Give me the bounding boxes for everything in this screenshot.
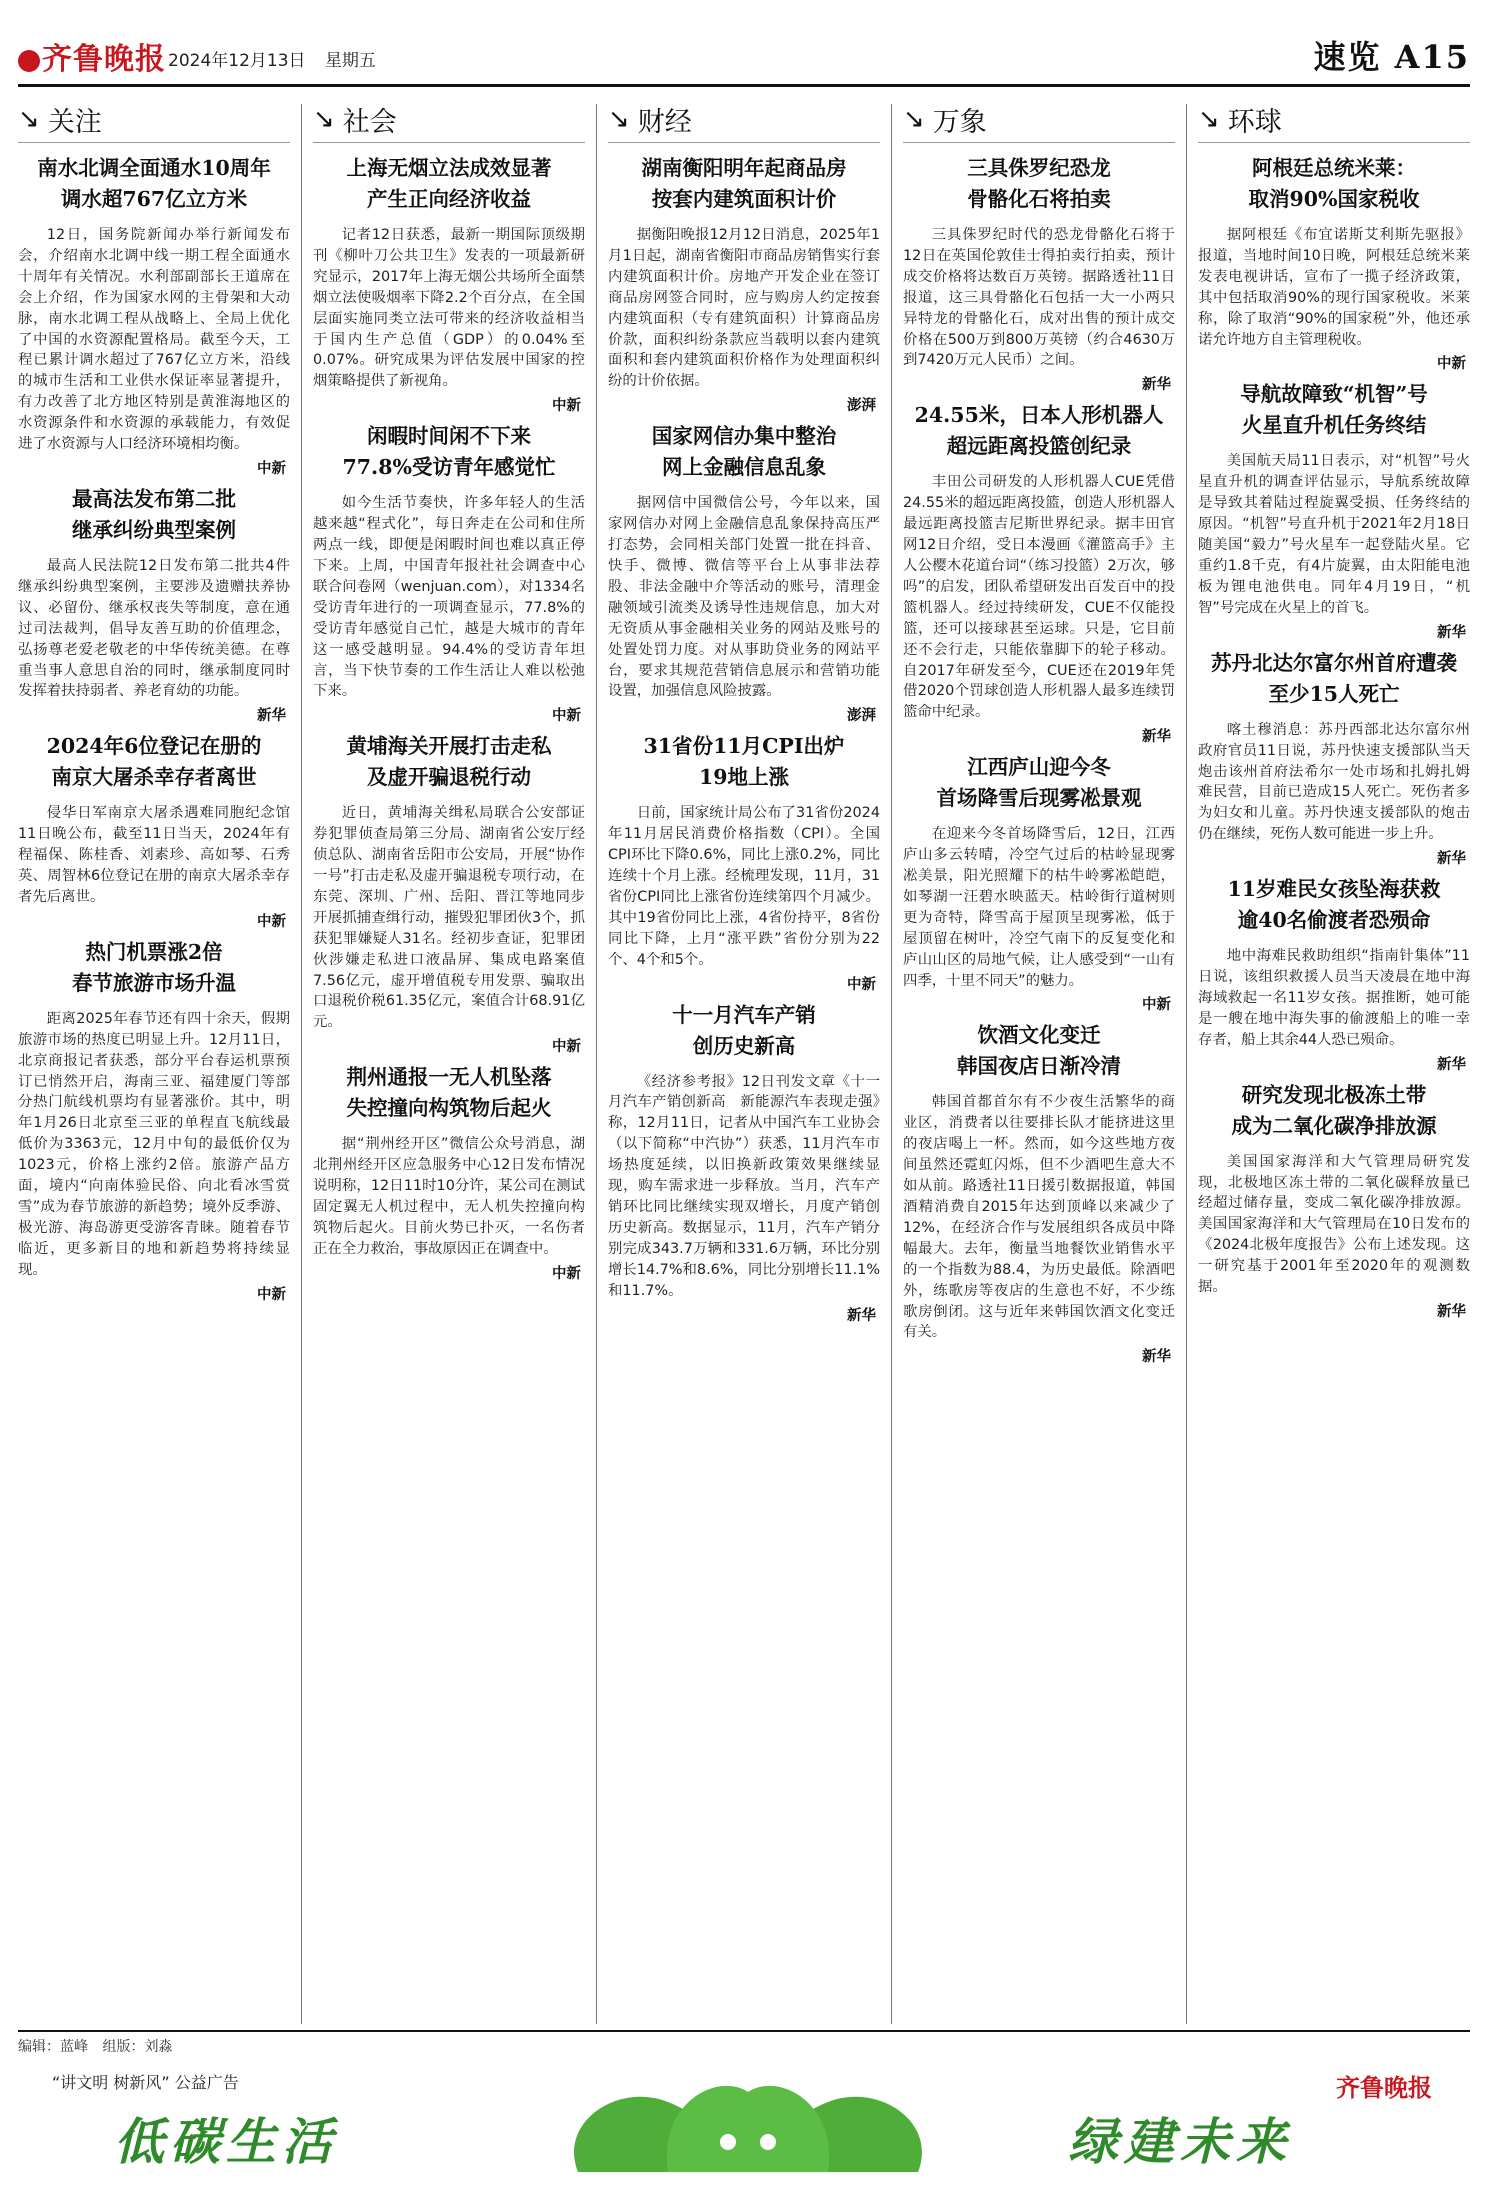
headline-line: 饮酒文化变迁	[977, 1023, 1101, 1048]
article-body: 地中海难民救助组织“指南针集体”11日说，该组织救援人员当天凌晨在地中海海域救起一名11岁女孩。据推断，她可能是一艘在地中海失事的偷渡船上的唯一幸存者，船上其余44人恐已殒命。	[1198, 948, 1470, 1048]
walker-icon-2	[760, 2134, 776, 2150]
news-article	[608, 1000, 880, 1325]
headline-line: 韩国夜店日渐冷清	[957, 1054, 1121, 1079]
clover-leaf-top	[667, 2086, 829, 2172]
headline-line: 导航故障致“机智”号	[1240, 382, 1428, 407]
article-headline	[608, 153, 880, 215]
news-article	[18, 484, 290, 725]
article-body: 距离2025年春节还有四十余天，假期旅游市场的热度已明显上升。12月11日，北京商报记者获悉，部分平台春运机票预订已悄然开启，海南三亚、福建厦门等部分热门航线机票均有显著涨价。其中，明年1月26日北京至三亚的单程直飞航线最低价为3363元，12月中旬的最低价仅为1023元，价格上涨约2倍。旅游产品方面，境内“向南体验民俗、向北看冰雪赏雪”成为春节旅游的新趋势；境外反季游、极光游、海岛游更受游客青睐。随着春节临近，更多新目的地和新趋势将持续显现。	[18, 1010, 290, 1278]
article-body: 三具侏罗纪时代的恐龙骨骼化石将于12日在英国伦敦佳士得拍卖行拍卖，预计成交价格将达数百万英镑。据路透社11日报道，这三具骨骼化石包括一大一小两只异特龙的骨骼化石，成对出售的预计成交价格在500万到800万英镑（约合4630万到7420万元人民币）之间。	[903, 227, 1175, 369]
article-headline	[1198, 153, 1470, 215]
top-rule	[18, 84, 1470, 87]
headline-line: 火星直升机任务终结	[1241, 413, 1427, 438]
article-source: 中新	[552, 398, 581, 415]
article-body: 侵华日军南京大屠杀遇难同胞纪念馆11日晚公布，截至11日当天，2024年有程福保、陈桂香、刘素珍、高如琴、石秀英、周智林6位登记在册的南京大屠杀幸存者先后离世。	[18, 805, 290, 905]
headline-line: 超远距离投篮创纪录	[946, 434, 1132, 459]
headline-line: 热门机票涨2倍	[85, 939, 223, 964]
news-article	[903, 752, 1175, 1014]
article-body: 最高人民法院12日发布第二批共4件继承纠纷典型案例，主要涉及遗赠扶养协议、必留份、继承权丧失等制度，意在通过司法裁判，倡导友善互助的价值理念，弘扬尊老爱老敬老的中华传统美德。在尊重当事人意思自治的同时，继承制度同时发挥着扶持弱者、养老育幼的功能。	[18, 557, 290, 700]
news-article	[18, 731, 290, 931]
column-header	[608, 96, 880, 143]
article-source: 新华	[1437, 624, 1466, 641]
issue-meta	[168, 46, 390, 71]
masthead	[18, 24, 1470, 80]
ad-slogan-left: 低碳生活	[114, 2113, 338, 2171]
headline-line: 江西庐山迎今冬	[967, 755, 1111, 780]
news-article	[903, 153, 1175, 394]
headline-line: 失控撞向构筑物后起火	[346, 1096, 552, 1121]
news-article	[1198, 379, 1470, 641]
article-body: 12日，国务院新闻办举行新闻发布会，介绍南水北调中线一期工程全面通水十周年有关情况。水利部副部长王道席在会上介绍，作为国家水网的主骨架和大动脉，南水北调工程从战略上、全局上优化了中国的水资源配置格局。截至今天，工程已累计调水超过了767亿立方米，沿线的城市生活和工业供水保证率显著提升，有力改善了北方地区特别是黄淮海地区的水资源条件和水资源的承载能力，有效促进了水资源与人口经济环境相均衡。	[18, 227, 290, 453]
article-headline	[313, 421, 585, 483]
article-source: 中新	[257, 1286, 286, 1303]
news-column	[608, 96, 880, 2030]
section-arrow-icon: ↘	[18, 104, 40, 134]
walker-icon	[720, 2134, 736, 2150]
headline-line: 苏丹北达尔富尔州首府遭袭	[1211, 650, 1457, 675]
news-article	[1198, 1080, 1470, 1321]
news-article	[1198, 874, 1470, 1074]
headline-line: 至少15人死亡	[1268, 681, 1400, 706]
headline-line: 成为二氧化碳净排放源	[1231, 1113, 1437, 1138]
article-source: 新华	[1142, 1349, 1171, 1366]
headline-line: 荆州通报一无人机坠落	[346, 1065, 552, 1090]
logo-text: 齐鲁晚报	[42, 42, 166, 77]
article-source: 中新	[552, 1265, 581, 1282]
headline-line: 湖南衡阳明年起商品房	[641, 156, 847, 180]
ad-slogan-right: 绿建未来	[1068, 2113, 1292, 2171]
article-headline	[903, 752, 1175, 814]
article-headline	[313, 153, 585, 215]
headline-line: 继承纠纷典型案例	[72, 517, 236, 542]
article-source: 新华	[1437, 1056, 1466, 1073]
article-body: 记者12日获悉，最新一期国际顶级期刊《柳叶刀公共卫生》发表的一项最新研究显示，2017年上海无烟公共场所全面禁烟立法使吸烟率下降2.2个百分点，在全国层面实施同类立法可带来的经济收益相当于国内生产总值（GDP）的0.04%至0.07%。研究成果为评估发展中国家的控烟策略提供了新视角。	[313, 227, 585, 390]
article-headline	[903, 400, 1175, 462]
headline-line: 黄埔海关开展打击走私	[346, 734, 552, 759]
news-article	[903, 400, 1175, 746]
news-column	[1198, 96, 1470, 2030]
headline-line: 国家网信办集中整治	[651, 424, 837, 449]
column-header	[1198, 96, 1470, 143]
article-headline	[1198, 1080, 1470, 1142]
article-body: 美国航天局11日表示，对“机智”号火星直升机的调查评估显示，导航系统故障是导致其着陆过程旋翼受损、任务终结的原因。“机智”号直升机于2021年2月18日随美国“毅力”号火星车一起登陆火星。它重约1.8千克，有4片旋翼，由太阳能电池板为锂电池供电。同年4月19日，“机智”号完成在火星上的首飞。	[1198, 453, 1470, 616]
section-arrow-icon: ↘	[903, 104, 925, 134]
issue-date: 2024年12月13日	[168, 51, 306, 71]
article-body: 据网信中国微信公号，今年以来，国家网信办对网上金融信息乱象保持高压严打态势，会同相关部门处置一批在抖音、快手、微博、微信等平台上从事非法荐股、非法金融中介等活动的账号，清理金融领域引流类及诱导性违规信息，加大对无资质从事金融相关业务的网站及账号的处置处罚力度。对从事助贷业务的网站平台，要求其规范营销信息展示和营销功能设置，加强信息风险披露。	[608, 495, 880, 700]
column-header	[18, 96, 290, 143]
news-column	[903, 96, 1175, 2030]
article-body: 《经济参考报》12日刊发文章《十一月汽车产销创新高 新能源汽车表现走强》称，12月11日，记者从中国汽车工业协会（以下简称“中汽协”）获悉，11月汽车市场热度延续，以旧换新政策效果继续显现，购车需求进一步释放。当月，汽车产销环比同比继续实现双增长，月度产销创历史新高。数据显示，11月，汽车产销分别完成343.7万辆和331.6万辆，环比分别增长14.7%和8.6%，同比分别增长11.1%和11.7%。	[608, 1073, 880, 1299]
headline-line: 按套内建筑面积计价	[651, 187, 837, 211]
article-source: 中新	[257, 460, 286, 477]
column-divider	[301, 104, 302, 2024]
article-body: 美国国家海洋和大气管理局研究发现，北极地区冻土带的二氧化碳释放量已经超过储存量，变成二氧化碳净排放源。美国国家海洋和大气管理局在10日发布的《2024北极年度报告》公布上述发现。这一研究基于2001年至2020年的观测数据。	[1198, 1153, 1470, 1296]
article-source: 新华	[1437, 851, 1466, 868]
news-article	[903, 1020, 1175, 1366]
logo-mark-icon	[18, 50, 40, 72]
article-source: 中新	[257, 913, 286, 930]
headline-line: 19地上涨	[698, 765, 790, 790]
article-body: 喀土穆消息：苏丹西部北达尔富尔州政府官员11日说，苏丹快速支援部队当天炮击该州首府法希尔一处市场和扎姆扎姆难民营，目前已造成15人死亡。死伤者多为妇女和儿童。苏丹快速支援部队的炮击仍在继续，死伤人数可能进一步上升。	[1198, 721, 1470, 843]
column-divider	[596, 104, 597, 2024]
article-source: 中新	[847, 976, 876, 993]
headline-line: 春节旅游市场升温	[72, 970, 236, 995]
article-source: 新华	[257, 708, 286, 725]
news-column	[18, 96, 290, 2030]
headline-line: 逾40名偷渡者恐殒命	[1237, 908, 1431, 933]
article-source: 中新	[1437, 356, 1466, 373]
headline-line: 11岁难民女孩坠海获救	[1227, 877, 1441, 902]
headline-line: 产生正向经济收益	[367, 187, 531, 211]
headline-line: 77.8%受访青年感觉忙	[342, 455, 556, 480]
page-number: A15	[1394, 38, 1470, 76]
headline-line: 南京大屠杀幸存者离世	[51, 765, 257, 790]
article-body: 据衡阳晚报12月12日消息，2025年1月1日起，湖南省衡阳市商品房销售实行套内建筑面积计价。房地产开发企业在签订商品房网签合同时，应与购房人约定按套内建筑面积（专有建筑面积）计算商品房价款，面积纠纷条款应当载明以套内建筑面积和套内建筑面积价格作为处理面积纠纷的计价依据。	[608, 227, 880, 390]
headline-line: 阿根廷总统米莱：	[1252, 156, 1416, 180]
article-source: 中新	[552, 708, 581, 725]
article-body: 近日，黄埔海关缉私局联合公安部证券犯罪侦查局第三分局、湖南省公安厅经侦总队、湖南省岳阳市公安局，开展“协作一号”打击走私及虚开骗退税专项行动，在东莞、深圳、广州、岳阳、晋江等地同步开展抓捕查缉行动，摧毁犯罪团伙3个，抓获犯罪嫌疑人31名。经初步查证，犯罪团伙涉嫌走私进口液晶屏、集成电路案值7.56亿元，虚开增值税专用发票、骗取出口退税价税61.35亿元，案值合计68.91亿元。	[313, 805, 585, 1031]
ad-logo: 齐鲁晚报	[1336, 2073, 1432, 2102]
article-body: 据阿根廷《布宜诺斯艾利斯先驱报》报道，当地时间10日晚，阿根廷总统米莱发表电视讲话，宣布了一揽子经济政策，其中包括取消90%的现行国家税收。米莱称，除了取消“90%的国家税”外，他还承诺允许地方自主管理税收。	[1198, 227, 1470, 348]
article-source: 澎湃	[847, 708, 876, 725]
news-article	[313, 153, 585, 415]
footer-credits	[18, 2036, 172, 2056]
issue-weekday: 星期五	[324, 51, 376, 71]
headline-line: 创历史新高	[692, 1033, 796, 1058]
article-headline	[313, 1062, 585, 1124]
headline-line: 十一月汽车产销	[672, 1002, 816, 1027]
article-source: 澎湃	[847, 398, 876, 415]
article-headline	[18, 937, 290, 999]
news-article	[313, 731, 585, 1056]
article-headline	[18, 731, 290, 793]
column-label: 财经	[637, 106, 692, 138]
section-arrow-icon: ↘	[608, 104, 630, 134]
headline-line: 网上金融信息乱象	[662, 455, 826, 480]
article-body: 日前，国家统计局公布了31省份2024年11月居民消费价格指数（CPI）。全国CPI环比下降0.6%，同比上涨0.2%，同比连续十个月上涨。经梳理发现，11月，31省份CPI同比上涨省份连续第四个月减少。其中19省份同比上涨，4省份持平，8省份同比下降，上月“涨平跌”省份分别为22个、4个和5个。	[608, 805, 880, 968]
column-header	[313, 96, 585, 143]
news-article	[608, 153, 880, 415]
headline-line: 骨骼化石将拍卖	[967, 187, 1111, 211]
headline-line: 取消90%国家税收	[1248, 187, 1420, 211]
public-service-ad	[18, 2062, 1470, 2172]
column-label: 社会	[342, 106, 397, 138]
newspaper-logo	[18, 34, 166, 78]
layout-credit: 组版：刘淼	[102, 2039, 173, 2055]
news-article	[18, 937, 290, 1304]
article-headline	[1198, 379, 1470, 441]
news-article	[1198, 648, 1470, 868]
article-headline	[1198, 648, 1470, 710]
column-divider	[1186, 104, 1187, 2024]
article-headline	[903, 1020, 1175, 1082]
ad-tag: “讲文明 树新风” 公益广告	[52, 2073, 239, 2092]
article-source: 新华	[847, 1307, 876, 1324]
news-article	[608, 731, 880, 993]
headline-line: 研究发现北极冻土带	[1241, 1082, 1427, 1107]
article-headline	[18, 484, 290, 546]
section-arrow-icon: ↘	[313, 104, 335, 134]
page-section-mark	[1313, 32, 1470, 78]
column-label: 万象	[932, 106, 987, 138]
news-column	[313, 96, 585, 2030]
headline-line: 2024年6位登记在册的	[46, 734, 262, 759]
headline-line: 24.55米，日本人形机器人	[914, 403, 1164, 428]
article-headline	[608, 421, 880, 483]
footer-rule	[18, 2030, 1470, 2032]
section-arrow-icon: ↘	[1198, 104, 1220, 134]
headline-line: 南水北调全面通水10周年	[37, 156, 271, 180]
news-article	[313, 421, 585, 725]
article-headline	[608, 1000, 880, 1062]
article-headline	[313, 731, 585, 793]
article-body: 韩国首都首尔有不少夜生活繁华的商业区，消费者以往要排长队才能挤进这里的夜店喝上一杯。然而，如今这些地方夜间虽然还霓虹闪烁，但不少酒吧生意大不如从前。路透社11日援引数据报道，韩国酒精消费自2015年达到顶峰以来减少了12%，在经济合作与发展组织各成员中降幅最大。去年，衡量当地餐饮业销售水平的一个指数为88.4，为历史最低。除酒吧外，练歌房等夜店的生意也不好，不少练歌房倒闭。这与近年来韩国饮酒文化变迁有关。	[903, 1094, 1175, 1341]
page-section: 速览	[1313, 38, 1382, 76]
headline-line: 首场降雪后现雾凇景观	[936, 786, 1142, 811]
news-article	[608, 421, 880, 725]
headline-line: 调水超767亿立方米	[60, 187, 248, 211]
article-headline	[608, 731, 880, 793]
headline-line: 三具侏罗纪恐龙	[967, 156, 1111, 180]
editor-credit: 编辑：蓝峰	[18, 2039, 88, 2055]
article-body: 据“荆州经开区”微信公众号消息，湖北荆州经开区应急服务中心12日发布情况说明称，12日11时10分许，某公司在测试固定翼无人机过程中，无人机失控撞向构筑物后起火。目前火势已扑灭，一名伤者正在全力救治，事故原因正在调查中。	[313, 1136, 585, 1257]
news-article	[18, 153, 290, 478]
article-body: 在迎来今冬首场降雪后，12日，江西庐山多云转晴，冷空气过后的枯岭显现雾凇美景，阳光照耀下的枯牛岭雾凇皑皑，如琴湖一汪碧水映蓝天。枯岭街行道树则更为奇特，降雪高于屋顶呈现雾凇，低于屋顶留在树叶，冷空气南下的反复变化和庐山山区的局地气候，让人感受到“一山有四季，十里不同天”的魅力。	[903, 826, 1175, 989]
article-source: 新华	[1142, 729, 1171, 746]
article-source: 中新	[552, 1039, 581, 1056]
column-header	[903, 96, 1175, 143]
news-article	[1198, 153, 1470, 373]
article-headline	[903, 153, 1175, 215]
article-headline	[18, 153, 290, 215]
article-headline	[1198, 874, 1470, 936]
headline-line: 上海无烟立法成效显著	[346, 156, 552, 180]
news-article	[313, 1062, 585, 1282]
headline-line: 31省份11月CPI出炉	[643, 734, 845, 759]
article-source: 新华	[1142, 377, 1171, 394]
headline-line: 最高法发布第二批	[72, 486, 236, 511]
column-label: 关注	[47, 106, 102, 138]
article-body: 丰田公司研发的人形机器人CUE凭借24.55米的超远距离投篮，创造人形机器人最远距离投篮吉尼斯世界纪录。据丰田官网12日介绍，受日本漫画《灌篮高手》主人公樱木花道台词“（练习投篮）2万次，够吗”的启发，团队希望研发出百发百中的投篮机器人。经过持续研发，CUE不仅能投篮，还可以接球甚至运球。只是，它目前还不会行走，只能依靠脚下的轮子移动。自2017年研发至今，CUE还在2019年凭借2020个罚球创造人形机器人最多连续罚篮命中纪录。	[903, 474, 1175, 721]
column-divider	[891, 104, 892, 2024]
article-source: 新华	[1437, 1304, 1466, 1320]
headline-line: 及虚开骗退税行动	[367, 765, 531, 790]
news-columns	[18, 96, 1470, 2030]
article-body: 如今生活节奏快，许多年轻人的生活越来越“程式化”，每日奔走在公司和住所两点一线，即便是闲暇时间也难以真正停下来。上周，中国青年报社社会调查中心联合问卷网（wenjuan.com），对1334名受访青年进行的一项调查显示，77.8%的受访青年感觉自己忙，越是大城市的青年这一感受越明显。94.4%的受访青年坦言，当下快节奏的工作生活让人难以松弛下来。	[313, 495, 585, 700]
article-source: 中新	[1142, 997, 1171, 1014]
column-label: 环球	[1227, 106, 1282, 138]
headline-line: 闲暇时间闲不下来	[367, 424, 531, 449]
